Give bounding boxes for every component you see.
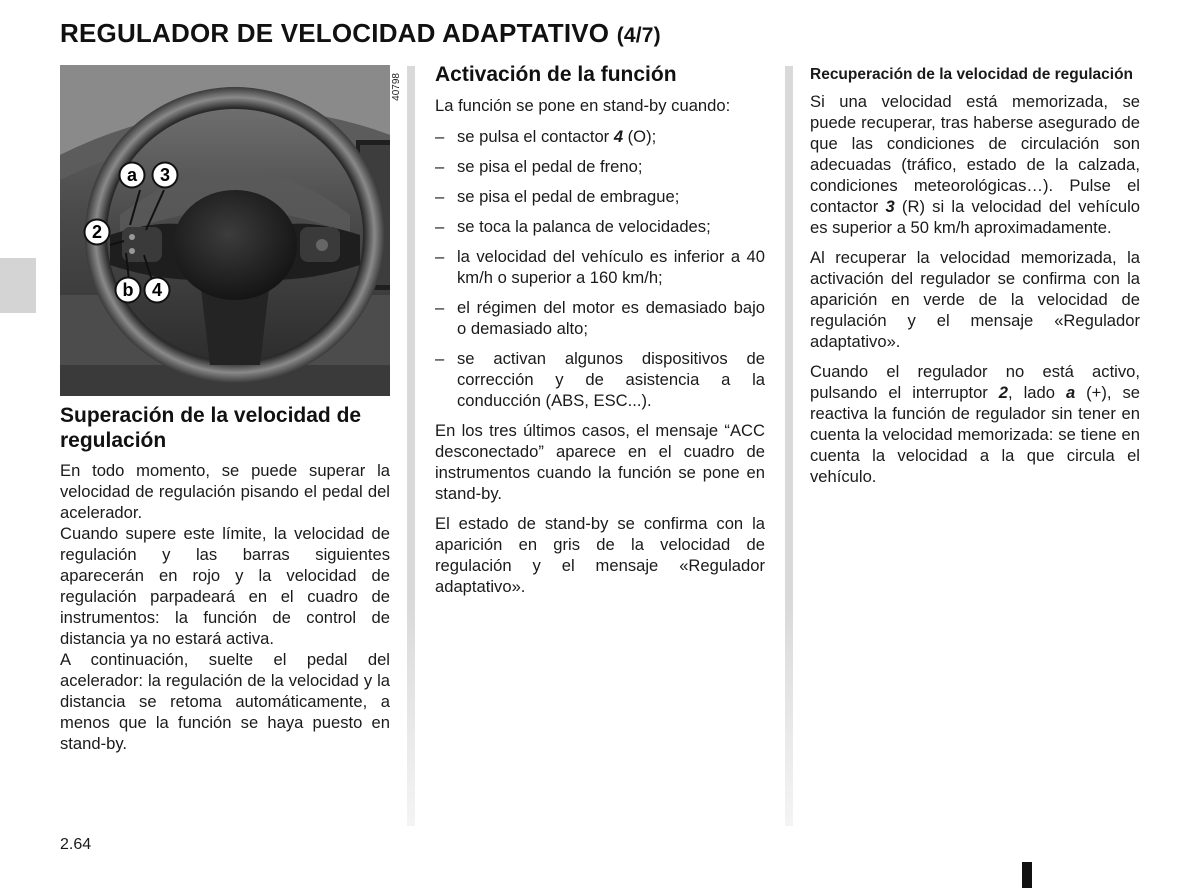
column-middle [435,62,765,606]
list-item: – se pulsa el contactor 4 (O); [435,126,765,147]
section-tab-marker [0,258,36,313]
switch-side: a [1065,383,1076,402]
recovery-paragraph-2: Al recuperar la velocidad memorizada, la activación del regulador se confirma con la aparición en verde de la velocidad de regulación y el mensaje «Regulador adaptativo». [810,248,1140,351]
heading-overtake: Superación de la velocidad de regulación [60,404,362,452]
figure-code: 40798 [391,73,402,101]
contactor-number: 3 [885,197,895,216]
callout-4-label: 4 [151,280,163,300]
list-item: – se pisa el pedal de embrague; [435,186,765,207]
list-item: – la velocidad del vehículo es inferior a 40 km/h o superior a 160 km/h; [435,246,765,288]
heading-recovery: Recuperación de la velocidad de regulación [810,66,1134,83]
column-right [810,64,1140,496]
activation-paragraph-1: En los tres últimos casos, el mensaje “ACC desconectado” aparece en el cuadro de instrumentos cuando la función se pone en stand-by. [435,421,765,503]
list-item: – se pisa el pedal de freno; [435,156,765,177]
overtake-paragraph-2: Cuando supere este límite, la velocidad de regulación y las barras siguientes aparecerán en rojo y la velocidad de regulación parpadeará en el cuadro de instrumentos: la función de control de distancia ya no estará activa. [60,524,390,648]
callout-b-label: b [122,280,134,300]
page-title-suffix: (4/7) [616,24,661,47]
contactor-number: 4 [613,127,624,146]
recovery-paragraph-3: Cuando el regulador no está activo, pulsando el interruptor 2, lado a (+), se reactiva la función de regulador sin tener en cuenta la velocidad memorizada: se tiene en cuenta la velocidad a la que circula el vehículo. [810,362,1140,486]
steering-wheel-illustration [60,65,390,396]
callout-2-label: 2 [91,222,103,242]
page-number: 2.64 [60,836,92,853]
list-item: – el régimen del motor es demasiado bajo o demasiado alto; [435,297,765,339]
steering-wheel-figure [60,65,402,396]
callout-a-label: a [126,165,138,185]
overtake-paragraph-1: En todo momento, se puede superar la velocidad de regulación pisando el pedal del acelerador. [60,461,390,522]
standby-conditions-list [435,126,765,411]
list-item: – se activan algunos dispositivos de corrección y de asistencia a la conducción (ABS, ESC...). [435,348,765,411]
page-corner-mark [1022,862,1032,888]
column-left [60,65,402,754]
callout-3-label: 3 [159,165,171,185]
activation-intro: La función se pone en stand-by cuando: [435,96,731,115]
list-item: – se toca la palanca de velocidades; [435,216,765,237]
overtake-paragraph-3: A continuación, suelte el pedal del acelerador: la regulación de la velocidad y la distancia se retoma automáticamente, a menos que la función se haya puesto en stand-by. [60,650,390,753]
page-title [60,18,661,49]
heading-activation: Activación de la función [435,63,677,86]
switch-number: 2 [998,383,1009,402]
recovery-paragraph-1: Si una velocidad está memorizada, se puede recuperar, tras haberse asegurado de que las condiciones de circulación son adecuadas (tráfico, estado de la calzada, condiciones meteorológicas…). Pulse el contactor 3 (R) si la velocidad del vehículo es superior a 50 km/h aproximadamente. [810,92,1141,237]
column-divider-right [785,66,793,826]
page-title-text: REGULADOR DE VELOCIDAD ADAPTATIVO [60,18,610,48]
activation-paragraph-2: El estado de stand-by se confirma con la aparición en gris de la velocidad de regulación y el mensaje «Regulador adaptativo». [435,514,765,596]
column-divider-left [407,66,415,826]
